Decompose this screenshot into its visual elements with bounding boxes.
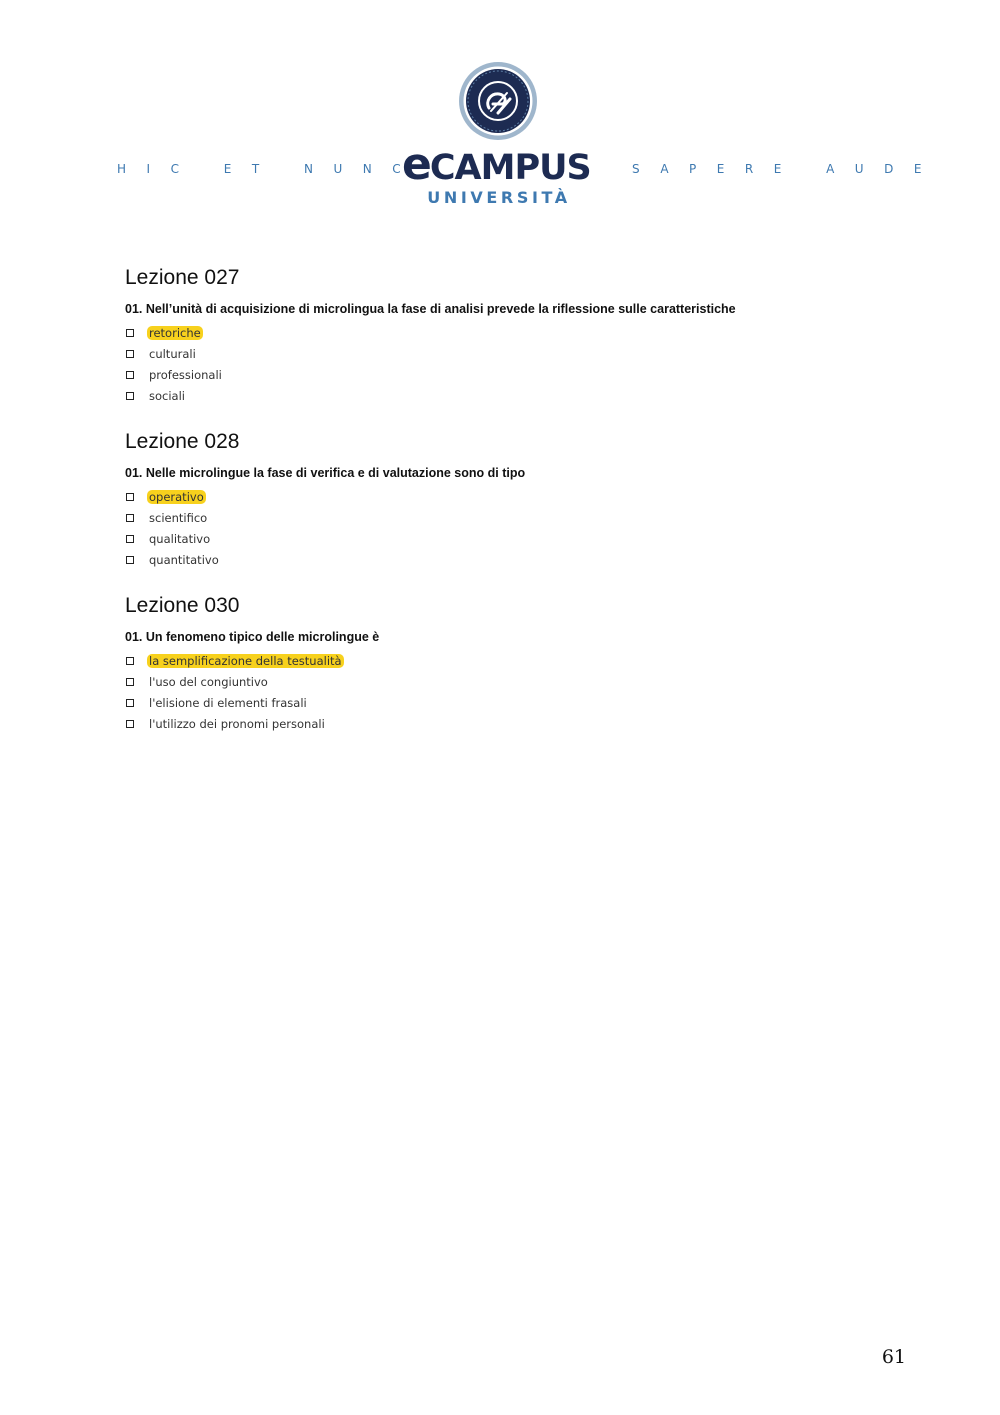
answer-option[interactable] xyxy=(125,507,885,528)
answer-text-correct: retoriche xyxy=(149,325,201,340)
brand-subtitle: UNIVERSITÀ xyxy=(427,188,571,207)
lesson-section xyxy=(125,592,885,734)
checkbox-icon[interactable] xyxy=(126,329,134,337)
answer-option[interactable] xyxy=(125,528,885,549)
answer-option[interactable] xyxy=(125,713,885,734)
checkbox-icon[interactable] xyxy=(126,556,134,564)
lesson-title: Lezione 030 xyxy=(125,594,240,617)
lesson-title: Lezione 028 xyxy=(125,430,240,453)
ecampus-seal-icon xyxy=(458,61,538,141)
answer-option[interactable] xyxy=(125,322,885,343)
checkbox-icon[interactable] xyxy=(126,493,134,501)
checkbox-icon[interactable] xyxy=(126,720,134,728)
answer-text: l'utilizzo dei pronomi personali xyxy=(149,716,325,731)
question-text: 01. Nelle microlingue la fase di verifica e di valutazione sono di tipo xyxy=(125,466,526,480)
answer-text: l'elisione di elementi frasali xyxy=(149,695,307,710)
question-text: 01. Nell’unità di acquisizione di microlingua la fase di analisi prevede la riflessione sulle caratteristiche xyxy=(125,302,736,316)
lesson-section xyxy=(125,264,885,406)
checkbox-icon[interactable] xyxy=(126,699,134,707)
checkbox-icon[interactable] xyxy=(126,392,134,400)
answer-options xyxy=(125,322,885,406)
answer-text: professionali xyxy=(149,367,222,382)
answer-option[interactable] xyxy=(125,343,885,364)
answer-text-correct: la semplificazione della testualità xyxy=(149,653,342,668)
lesson-section xyxy=(125,428,885,570)
answer-options xyxy=(125,486,885,570)
checkbox-icon[interactable] xyxy=(126,678,134,686)
answer-option[interactable] xyxy=(125,364,885,385)
brand-e: e xyxy=(402,139,430,190)
checkbox-icon[interactable] xyxy=(126,371,134,379)
question-text: 01. Un fenomeno tipico delle microlingue è xyxy=(125,630,380,644)
checkbox-icon[interactable] xyxy=(126,350,134,358)
brand-name: CAMPUS xyxy=(429,148,591,188)
brand-logo xyxy=(402,139,596,190)
answer-option[interactable] xyxy=(125,671,885,692)
motto-right: SAPERE AUDE xyxy=(632,162,942,176)
answer-text-correct: operativo xyxy=(149,489,204,504)
answer-option[interactable] xyxy=(125,692,885,713)
answer-text: quantitativo xyxy=(149,552,219,567)
motto-left: HIC ET NUNC xyxy=(117,162,422,176)
page-number: 61 xyxy=(881,1346,906,1368)
page-header xyxy=(0,0,1000,230)
answer-text: qualitativo xyxy=(149,531,211,546)
lesson-title: Lezione 027 xyxy=(125,266,240,289)
answer-text: sociali xyxy=(149,388,185,403)
answer-option[interactable] xyxy=(125,385,885,406)
answer-option[interactable] xyxy=(125,549,885,570)
answer-text: culturali xyxy=(149,346,196,361)
quiz-content xyxy=(125,264,885,756)
checkbox-icon[interactable] xyxy=(126,657,134,665)
checkbox-icon[interactable] xyxy=(126,535,134,543)
checkbox-icon[interactable] xyxy=(126,514,134,522)
answer-text: scientifico xyxy=(149,510,208,525)
answer-options xyxy=(125,650,885,734)
answer-option[interactable] xyxy=(125,650,885,671)
answer-text: l'uso del congiuntivo xyxy=(149,674,268,689)
answer-option[interactable] xyxy=(125,486,885,507)
